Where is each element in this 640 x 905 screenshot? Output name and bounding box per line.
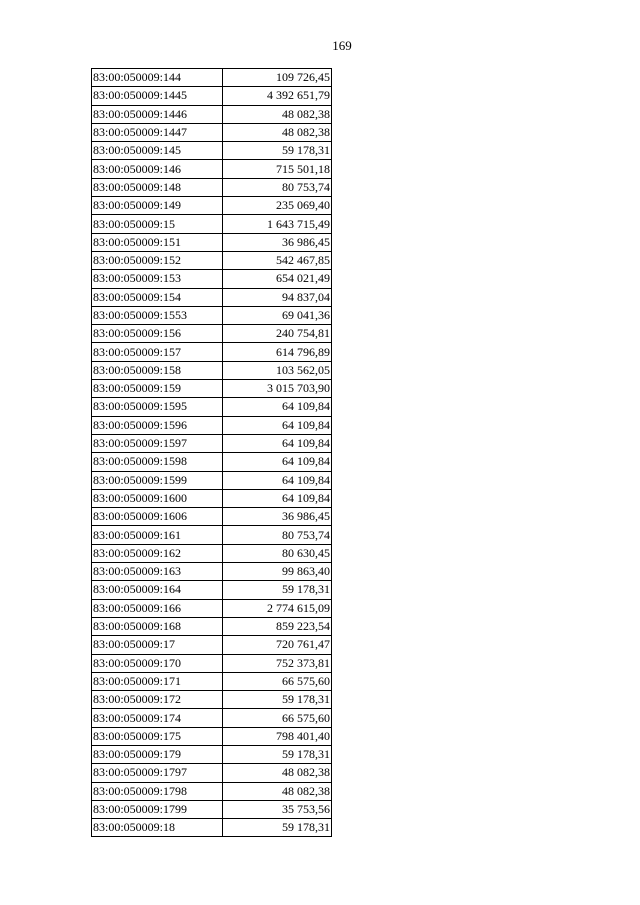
cadastral-number-cell: 83:00:050009:145 (92, 142, 223, 160)
cadastral-value-cell: 36 986,45 (223, 233, 332, 251)
cadastral-number-cell: 83:00:050009:151 (92, 233, 223, 251)
table-row (92, 508, 332, 526)
cadastral-value-cell: 752 373,81 (223, 654, 332, 672)
cadastral-number-cell: 83:00:050009:1599 (92, 471, 223, 489)
cadastral-number-cell: 83:00:050009:1445 (92, 87, 223, 105)
table-row (92, 178, 332, 196)
table-row (92, 87, 332, 105)
cadastral-value-cell: 66 575,60 (223, 709, 332, 727)
table-row (92, 691, 332, 709)
cadastral-number-cell: 83:00:050009:18 (92, 819, 223, 837)
cadastral-value-cell: 59 178,31 (223, 142, 332, 160)
cadastral-number-cell: 83:00:050009:144 (92, 69, 223, 87)
table-row (92, 672, 332, 690)
cadastral-number-cell: 83:00:050009:1600 (92, 489, 223, 507)
cadastral-value-cell: 64 109,84 (223, 471, 332, 489)
cadastral-number-cell: 83:00:050009:163 (92, 563, 223, 581)
cadastral-value-cell: 798 401,40 (223, 727, 332, 745)
table-row (92, 361, 332, 379)
cadastral-value-cell: 4 392 651,79 (223, 87, 332, 105)
cadastral-number-cell: 83:00:050009:15 (92, 215, 223, 233)
table-row (92, 197, 332, 215)
cadastral-value-cell: 859 223,54 (223, 617, 332, 635)
table-body (92, 69, 332, 837)
table-row (92, 636, 332, 654)
cadastral-value-table (91, 68, 332, 837)
table-row (92, 489, 332, 507)
cadastral-value-cell: 64 109,84 (223, 453, 332, 471)
cadastral-number-cell: 83:00:050009:175 (92, 727, 223, 745)
cadastral-number-cell: 83:00:050009:1598 (92, 453, 223, 471)
cadastral-number-cell: 83:00:050009:154 (92, 288, 223, 306)
cadastral-value-cell: 59 178,31 (223, 691, 332, 709)
cadastral-number-cell: 83:00:050009:1606 (92, 508, 223, 526)
cadastral-number-cell: 83:00:050009:1799 (92, 800, 223, 818)
table-row (92, 270, 332, 288)
cadastral-value-cell: 36 986,45 (223, 508, 332, 526)
cadastral-number-cell: 83:00:050009:172 (92, 691, 223, 709)
table-row (92, 398, 332, 416)
table-row (92, 416, 332, 434)
table-row (92, 325, 332, 343)
cadastral-value-cell: 59 178,31 (223, 581, 332, 599)
table-row (92, 563, 332, 581)
cadastral-value-cell: 99 863,40 (223, 563, 332, 581)
cadastral-value-cell: 3 015 703,90 (223, 380, 332, 398)
table-row (92, 471, 332, 489)
cadastral-number-cell: 83:00:050009:152 (92, 251, 223, 269)
table-row (92, 745, 332, 763)
table-row (92, 123, 332, 141)
cadastral-value-cell: 1 643 715,49 (223, 215, 332, 233)
table-row (92, 215, 332, 233)
table-row (92, 380, 332, 398)
cadastral-value-cell: 35 753,56 (223, 800, 332, 818)
cadastral-value-cell: 59 178,31 (223, 745, 332, 763)
cadastral-value-cell: 66 575,60 (223, 672, 332, 690)
cadastral-value-cell: 69 041,36 (223, 306, 332, 324)
cadastral-value-cell: 80 753,74 (223, 178, 332, 196)
cadastral-number-cell: 83:00:050009:1595 (92, 398, 223, 416)
table-row (92, 581, 332, 599)
cadastral-number-cell: 83:00:050009:1553 (92, 306, 223, 324)
cadastral-value-cell: 109 726,45 (223, 69, 332, 87)
cadastral-number-cell: 83:00:050009:1797 (92, 764, 223, 782)
cadastral-number-cell: 83:00:050009:157 (92, 343, 223, 361)
cadastral-number-cell: 83:00:050009:179 (92, 745, 223, 763)
table-row (92, 782, 332, 800)
cadastral-number-cell: 83:00:050009:174 (92, 709, 223, 727)
cadastral-value-cell: 94 837,04 (223, 288, 332, 306)
table-row (92, 233, 332, 251)
cadastral-number-cell: 83:00:050009:1446 (92, 105, 223, 123)
cadastral-number-cell: 83:00:050009:164 (92, 581, 223, 599)
cadastral-value-cell: 48 082,38 (223, 123, 332, 141)
cadastral-value-cell: 80 753,74 (223, 526, 332, 544)
cadastral-number-cell: 83:00:050009:168 (92, 617, 223, 635)
table-row (92, 599, 332, 617)
table-row (92, 819, 332, 837)
table-row (92, 727, 332, 745)
table-row (92, 251, 332, 269)
table-row (92, 142, 332, 160)
table-row (92, 617, 332, 635)
table-row (92, 764, 332, 782)
cadastral-number-cell: 83:00:050009:171 (92, 672, 223, 690)
cadastral-number-cell: 83:00:050009:1798 (92, 782, 223, 800)
cadastral-number-cell: 83:00:050009:159 (92, 380, 223, 398)
table-row (92, 343, 332, 361)
cadastral-value-cell: 720 761,47 (223, 636, 332, 654)
cadastral-number-cell: 83:00:050009:149 (92, 197, 223, 215)
cadastral-number-cell: 83:00:050009:17 (92, 636, 223, 654)
cadastral-value-cell: 542 467,85 (223, 251, 332, 269)
cadastral-value-cell: 64 109,84 (223, 398, 332, 416)
cadastral-value-cell: 715 501,18 (223, 160, 332, 178)
cadastral-value-cell: 64 109,84 (223, 434, 332, 452)
table-row (92, 160, 332, 178)
table-row (92, 306, 332, 324)
cadastral-number-cell: 83:00:050009:161 (92, 526, 223, 544)
table-row (92, 544, 332, 562)
cadastral-value-cell: 48 082,38 (223, 105, 332, 123)
cadastral-number-cell: 83:00:050009:156 (92, 325, 223, 343)
cadastral-number-cell: 83:00:050009:1596 (92, 416, 223, 434)
cadastral-value-cell: 64 109,84 (223, 489, 332, 507)
table-row (92, 800, 332, 818)
cadastral-number-cell: 83:00:050009:158 (92, 361, 223, 379)
table-row (92, 654, 332, 672)
cadastral-value-cell: 103 562,05 (223, 361, 332, 379)
cadastral-value-cell: 80 630,45 (223, 544, 332, 562)
cadastral-value-cell: 235 069,40 (223, 197, 332, 215)
cadastral-value-cell: 2 774 615,09 (223, 599, 332, 617)
table-row (92, 453, 332, 471)
cadastral-number-cell: 83:00:050009:146 (92, 160, 223, 178)
cadastral-number-cell: 83:00:050009:148 (92, 178, 223, 196)
cadastral-number-cell: 83:00:050009:170 (92, 654, 223, 672)
cadastral-value-cell: 654 021,49 (223, 270, 332, 288)
table-row (92, 105, 332, 123)
cadastral-number-cell: 83:00:050009:153 (92, 270, 223, 288)
table-row (92, 288, 332, 306)
table-row (92, 709, 332, 727)
cadastral-value-cell: 614 796,89 (223, 343, 332, 361)
table-row (92, 434, 332, 452)
cadastral-value-cell: 48 082,38 (223, 764, 332, 782)
cadastral-number-cell: 83:00:050009:162 (92, 544, 223, 562)
cadastral-value-cell: 240 754,81 (223, 325, 332, 343)
cadastral-value-cell: 59 178,31 (223, 819, 332, 837)
table-row (92, 526, 332, 544)
cadastral-number-cell: 83:00:050009:1447 (92, 123, 223, 141)
cadastral-number-cell: 83:00:050009:166 (92, 599, 223, 617)
cadastral-value-cell: 48 082,38 (223, 782, 332, 800)
page-number: 169 (332, 38, 352, 53)
cadastral-number-cell: 83:00:050009:1597 (92, 434, 223, 452)
cadastral-value-cell: 64 109,84 (223, 416, 332, 434)
table-row (92, 69, 332, 87)
